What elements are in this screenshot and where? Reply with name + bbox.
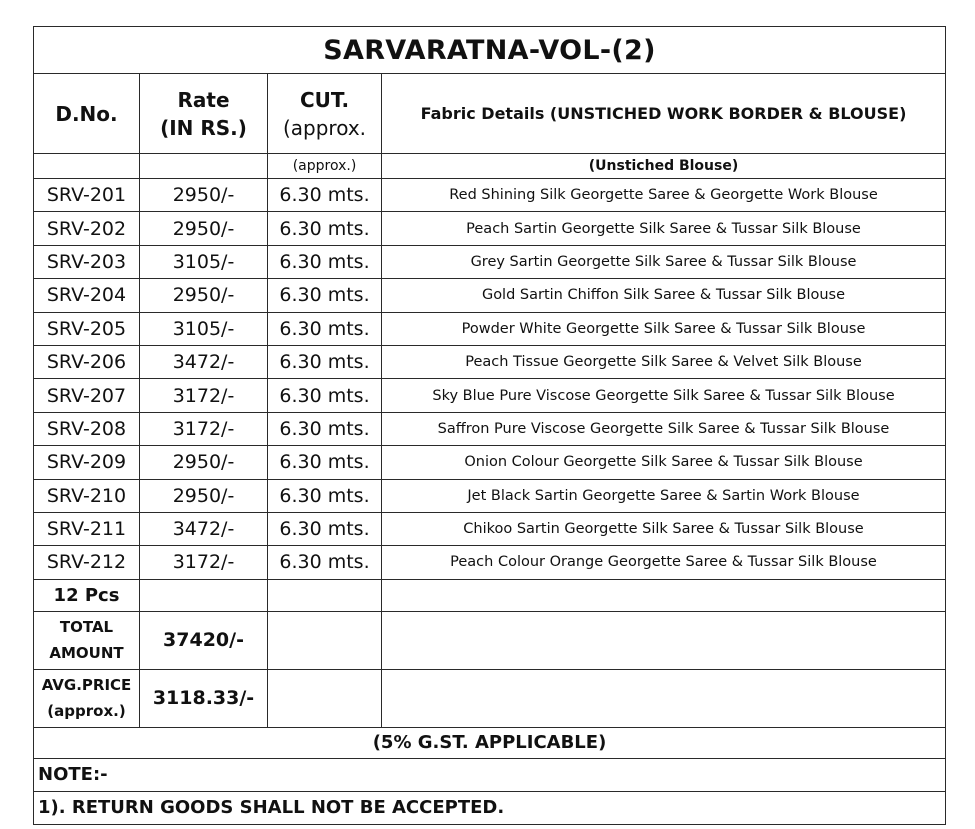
design-number: SRV-204 bbox=[34, 279, 140, 312]
design-cut: 6.30 mts. bbox=[268, 245, 382, 278]
design-fabric: Gold Sartin Chiffon Silk Saree & Tussar Silk Blouse bbox=[382, 279, 946, 312]
cut-header bbox=[268, 74, 382, 154]
design-fabric: Peach Sartin Georgette Silk Saree & Tussar Silk Blouse bbox=[382, 212, 946, 245]
design-fabric: Onion Colour Georgette Silk Saree & Tussar Silk Blouse bbox=[382, 446, 946, 479]
gst-note: (5% G.ST. APPLICABLE) bbox=[34, 727, 946, 758]
design-rate: 3472/- bbox=[140, 512, 268, 545]
design-row bbox=[34, 312, 946, 345]
avg-label bbox=[34, 669, 140, 727]
design-number: SRV-208 bbox=[34, 412, 140, 445]
note-label-row bbox=[34, 758, 946, 791]
design-row bbox=[34, 479, 946, 512]
design-row bbox=[34, 412, 946, 445]
avg-label-line1: AVG.PRICE bbox=[41, 676, 132, 695]
design-cut: 6.30 mts. bbox=[268, 412, 382, 445]
design-rate: 3105/- bbox=[140, 245, 268, 278]
pcs-row bbox=[34, 579, 946, 611]
note-row bbox=[34, 791, 946, 824]
design-fabric: Chikoo Sartin Georgette Silk Saree & Tussar Silk Blouse bbox=[382, 512, 946, 545]
design-cut: 6.30 mts. bbox=[268, 546, 382, 579]
design-number: SRV-206 bbox=[34, 345, 140, 378]
total-label-line2: AMOUNT bbox=[49, 644, 124, 663]
pcs-cut-empty bbox=[268, 579, 382, 611]
note-return-goods: 1). RETURN GOODS SHALL NOT BE ACCEPTED. bbox=[34, 791, 946, 824]
design-fabric: Red Shining Silk Georgette Saree & Georgette Work Blouse bbox=[382, 179, 946, 212]
rate-header bbox=[140, 74, 268, 154]
avg-row bbox=[34, 669, 946, 727]
design-row bbox=[34, 245, 946, 278]
design-fabric: Jet Black Sartin Georgette Saree & Sartin Work Blouse bbox=[382, 479, 946, 512]
design-number: SRV-205 bbox=[34, 312, 140, 345]
design-row bbox=[34, 546, 946, 579]
design-rows bbox=[34, 179, 946, 580]
subheader-dno-empty bbox=[34, 154, 140, 179]
total-row bbox=[34, 611, 946, 669]
design-rate: 3172/- bbox=[140, 412, 268, 445]
pcs-rate-empty bbox=[140, 579, 268, 611]
design-fabric: Grey Sartin Georgette Silk Saree & Tussar Silk Blouse bbox=[382, 245, 946, 278]
design-number: SRV-201 bbox=[34, 179, 140, 212]
design-row bbox=[34, 345, 946, 378]
subheader-cut: (approx.) bbox=[268, 154, 382, 179]
design-cut: 6.30 mts. bbox=[268, 179, 382, 212]
total-label-line1: TOTAL bbox=[59, 618, 114, 637]
design-rate: 3472/- bbox=[140, 345, 268, 378]
design-fabric: Sky Blue Pure Viscose Georgette Silk Saree & Tussar Silk Blouse bbox=[382, 379, 946, 412]
total-amount: 37420/- bbox=[140, 611, 268, 669]
design-rate: 3172/- bbox=[140, 546, 268, 579]
catalog-title: SARVARATNA-VOL-(2) bbox=[34, 27, 946, 74]
design-rate: 3172/- bbox=[140, 379, 268, 412]
design-number: SRV-212 bbox=[34, 546, 140, 579]
design-rate: 2950/- bbox=[140, 212, 268, 245]
header-row bbox=[34, 74, 946, 154]
fabric-header: Fabric Details (UNSTICHED WORK BORDER & BLOUSE) bbox=[382, 74, 946, 154]
gst-row bbox=[34, 727, 946, 758]
price-list-table bbox=[33, 26, 946, 825]
design-cut: 6.30 mts. bbox=[268, 379, 382, 412]
title-row bbox=[34, 27, 946, 74]
design-cut: 6.30 mts. bbox=[268, 212, 382, 245]
total-fabric-empty bbox=[382, 611, 946, 669]
design-row bbox=[34, 446, 946, 479]
design-row bbox=[34, 212, 946, 245]
subheader-fabric: (Unstiched Blouse) bbox=[382, 154, 946, 179]
design-number: SRV-207 bbox=[34, 379, 140, 412]
cut-header-line1: CUT. bbox=[299, 87, 350, 112]
pcs-count: 12 Pcs bbox=[34, 579, 140, 611]
design-row bbox=[34, 379, 946, 412]
design-cut: 6.30 mts. bbox=[268, 279, 382, 312]
design-rate: 3105/- bbox=[140, 312, 268, 345]
design-number: SRV-209 bbox=[34, 446, 140, 479]
subheader-rate-empty bbox=[140, 154, 268, 179]
avg-price: 3118.33/- bbox=[140, 669, 268, 727]
design-fabric: Powder White Georgette Silk Saree & Tussar Silk Blouse bbox=[382, 312, 946, 345]
design-row bbox=[34, 179, 946, 212]
design-cut: 6.30 mts. bbox=[268, 345, 382, 378]
design-fabric: Peach Tissue Georgette Silk Saree & Velvet Silk Blouse bbox=[382, 345, 946, 378]
note-label: NOTE:- bbox=[34, 758, 946, 791]
design-row bbox=[34, 512, 946, 545]
design-cut: 6.30 mts. bbox=[268, 479, 382, 512]
design-cut: 6.30 mts. bbox=[268, 446, 382, 479]
design-cut: 6.30 mts. bbox=[268, 512, 382, 545]
cut-header-line2: (approx. bbox=[282, 115, 367, 140]
design-number: SRV-210 bbox=[34, 479, 140, 512]
avg-label-line2: (approx.) bbox=[47, 702, 126, 721]
avg-fabric-empty bbox=[382, 669, 946, 727]
design-rate: 2950/- bbox=[140, 179, 268, 212]
design-number: SRV-202 bbox=[34, 212, 140, 245]
design-fabric: Saffron Pure Viscose Georgette Silk Saree & Tussar Silk Blouse bbox=[382, 412, 946, 445]
total-cut-empty bbox=[268, 611, 382, 669]
design-fabric: Peach Colour Orange Georgette Saree & Tussar Silk Blouse bbox=[382, 546, 946, 579]
rate-header-line2: (IN RS.) bbox=[160, 115, 247, 140]
subheader-row bbox=[34, 154, 946, 179]
avg-cut-empty bbox=[268, 669, 382, 727]
design-rate: 2950/- bbox=[140, 479, 268, 512]
pcs-fabric-empty bbox=[382, 579, 946, 611]
design-number: SRV-211 bbox=[34, 512, 140, 545]
design-number: SRV-203 bbox=[34, 245, 140, 278]
design-cut: 6.30 mts. bbox=[268, 312, 382, 345]
design-rate: 2950/- bbox=[140, 279, 268, 312]
design-row bbox=[34, 279, 946, 312]
rate-header-line1: Rate bbox=[177, 87, 230, 112]
dno-header: D.No. bbox=[34, 74, 140, 154]
design-rate: 2950/- bbox=[140, 446, 268, 479]
total-label bbox=[34, 611, 140, 669]
